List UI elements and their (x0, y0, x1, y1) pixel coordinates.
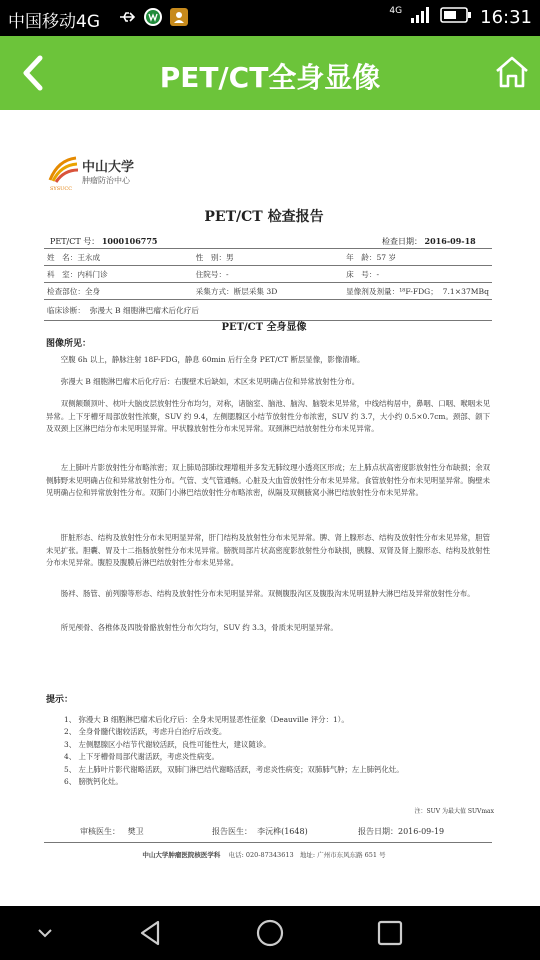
hospital-name: 中山大学 (82, 160, 135, 175)
nav-home-button[interactable] (255, 918, 285, 948)
section-title: PET/CT 全身显像 (221, 322, 307, 333)
tips-label: 提示： (46, 695, 74, 705)
tracer-dose: 7.1×37MBq (442, 286, 489, 296)
app-notification-icon (144, 8, 162, 26)
patient-age: 57 岁 (376, 252, 397, 262)
patient-gender: 男 (226, 252, 234, 262)
finding-paragraph: 所见颅骨、各椎体及四肢骨骼放射性分布欠均匀，SUV 约 3.3，骨质未见明显异常。 (60, 623, 338, 632)
exam-date-label: 检查日期： (382, 237, 422, 246)
finding-paragraph: 肠袢、肠管、前列腺等形态、结构及放射性分布未见明显异常。双侧腹股沟区及腹股沟未见明显肿大淋巴结及异常放射性分布。 (60, 589, 475, 598)
user-notification-icon (170, 8, 188, 26)
footer-phone: 电话: 020-87343613 (228, 851, 294, 859)
notification-icons (118, 8, 188, 26)
footer-address: 地址: 广州市东风东路 651 号 (299, 851, 386, 859)
findings-label: 图像所见： (46, 339, 92, 349)
suv-note: 注：SUV 为最大值 SUVmax (414, 808, 494, 815)
divider (44, 842, 492, 843)
exam-date-value: 2016-09-18 (424, 236, 476, 246)
status-bar (0, 0, 540, 36)
info-cell: 检查部位：全身 (44, 283, 193, 300)
finding-paragraph: 双侧额颞顶叶、枕叶大脑皮层放射性分布均匀，对称，诸脑室、脑池、脑沟、脑裂未见异常，中线结构居中，鼻咽、口咽、喉咽未见异常。上下牙槽牙局部放射性浓聚，SUV 约 9.4，左侧腮腺区小结节放射性分布浓密，SUV 约 3.7，大小约 0.5×0.7cm。颈部、颌下及双颈上区淋巴结分布未见明显异常。甲状腺放射性分布未见异常。双颈淋巴结放射性分布未见异常。 (46, 399, 490, 434)
info-row (44, 266, 492, 283)
usb-icon (118, 8, 136, 26)
tip-item: 3、 左侧腮腺区小结节代谢较活跃，良性可能性大，建议随诊。 (64, 739, 271, 749)
clinical-diagnosis: 弥漫大 B 细胞淋巴瘤术后化疗后 (89, 305, 199, 315)
info-cell: 姓 名：王永成 (44, 249, 193, 266)
patient-name: 王永成 (77, 252, 101, 262)
finding-paragraph: 肝脏形态、结构及放射性分布未见明显异常，肝门结构及放射性分布未见异常。脾、肾上腺形态、结构及放射性分布未见异常，胆管未见扩张。胆囊、胃及十二指肠放射性分布未见异常。膀胱局部片状高密度影放射性分布缺损，胰腺、双肾及肾上腺形态、结构及放射性分布未见异常。腹腔及腹膜后淋巴结放射性分布未见异常。 (46, 533, 490, 568)
patient-info-table (44, 248, 492, 321)
info-cell: 采集方式：断层采集 3D (193, 283, 343, 300)
info-cell: 科 室：内科门诊 (44, 266, 193, 283)
acquisition-mode: 断层采集 3D (233, 286, 278, 296)
reviewer-name: 樊卫 (127, 827, 144, 836)
report-date: 报告日期：2016-09-19 (358, 827, 445, 836)
reviewer: 审核医生： 樊卫 (80, 827, 144, 836)
collapse-button[interactable] (30, 918, 60, 948)
info-cell: 性 别：男 (193, 249, 343, 266)
patient-dept: 内科门诊 (77, 269, 108, 279)
tip-item: 5、 左上肺叶片影代谢略活跃，双肺门淋巴结代谢略活跃，考虑炎性病变；双肺肺气肿；左上肺钙化灶。 (64, 764, 404, 774)
footer-name: 中山大学肿瘤医院核医学科 (142, 851, 221, 859)
square-recents-icon (375, 918, 405, 948)
tip-item: 6、 膀胱钙化灶。 (64, 777, 123, 787)
petct-number-value: 1000106775 (101, 236, 158, 246)
tips-list (64, 714, 494, 788)
status-right (389, 6, 532, 28)
patient-ward: - (226, 269, 229, 279)
signal-icon (410, 6, 432, 28)
tip-item: 1、 弥漫大 B 细胞淋巴瘤术后化疗后：全身未见明显恶性征象（Deauville 评分：1）。 (64, 715, 349, 724)
report-date-value: 2016-09-19 (398, 827, 445, 836)
patient-bed: - (376, 269, 380, 279)
tip-item: 2、 全身骨髓代谢较活跃，考虑升白治疗后改变。 (64, 727, 227, 737)
chevron-down-icon (30, 918, 60, 948)
hospital-logo (48, 154, 168, 196)
hospital-dept: 肿瘤防治中心 (82, 176, 130, 185)
reporter-name: 李沅桦(1648) (257, 827, 308, 836)
clock: 16:31 (480, 6, 532, 28)
report-title: PET/CT 检查报告 (204, 209, 324, 225)
circle-home-icon (255, 918, 285, 948)
app-bar (0, 36, 540, 110)
logo-icon (48, 154, 80, 184)
carrier-label: 中国移动4G (8, 12, 100, 32)
page-title: PET/CT全身显像 (159, 61, 381, 94)
nav-back-button[interactable] (136, 918, 166, 948)
petct-number (50, 236, 157, 247)
nav-recents-button[interactable] (375, 918, 405, 948)
hospital-abbr: SYSUCC (50, 186, 73, 192)
info-row (44, 283, 492, 300)
petct-number-label: PET/CT 号： (50, 237, 100, 246)
home-button[interactable] (494, 54, 530, 90)
report-document (24, 140, 504, 880)
report-footer (24, 850, 504, 859)
finding-paragraph: 空腹 6h 以上，静脉注射 18F-FDG，静息 60min 后行全身 PET/CT 断层显像，影像清晰。 (60, 355, 365, 364)
home-icon (494, 54, 530, 90)
tip-item: 4、 上下牙槽骨局部代谢活跃，考虑炎性病变。 (64, 752, 219, 762)
info-cell: 床 号：- (343, 266, 492, 283)
system-nav-bar (0, 906, 540, 960)
info-cell: 住院号：- (193, 266, 343, 283)
info-cell: 年 龄：57 岁 (343, 249, 492, 266)
report-viewer[interactable] (0, 110, 540, 906)
finding-paragraph: 弥漫大 B 细胞淋巴瘤术后化疗后：右腹壁术后缺如，术区未见明确占位和异常放射性分布。 (60, 377, 360, 386)
info-row (44, 249, 492, 266)
exam-date (382, 236, 476, 247)
info-cell: 显像剂及剂量：¹⁸F-FDG； 7.1×37MBq (343, 283, 492, 300)
battery-icon (440, 6, 472, 28)
back-triangle-icon (136, 918, 166, 948)
finding-paragraph: 左上肺叶片影放射性分布略浓密；双上肺局部肺纹理增粗并多发无肺纹理小透亮区形成；左上肺点状高密度影放射性分布缺损；余双侧肺野未见明确占位和异常放射性分布。气管、支气管通畅。心脏及大血管放射性分布未见异常。食管放射性分布未见明显异常。胸壁未见明确占位和异常放射性分布。双肺门小淋巴结放射性分布略浓密，纵隔及双侧腋窝小淋巴结放射性分布未见异常。 (46, 463, 490, 498)
info-cell: 临床诊断： 弥漫大 B 细胞淋巴瘤术后化疗后 (44, 300, 492, 321)
reporter: 报告医生： 李沅桦(1648) (212, 827, 308, 836)
tracer: ¹⁸F-FDG； (399, 286, 438, 296)
exam-part: 全身 (84, 286, 101, 296)
network-type-label: 4G (389, 5, 403, 16)
